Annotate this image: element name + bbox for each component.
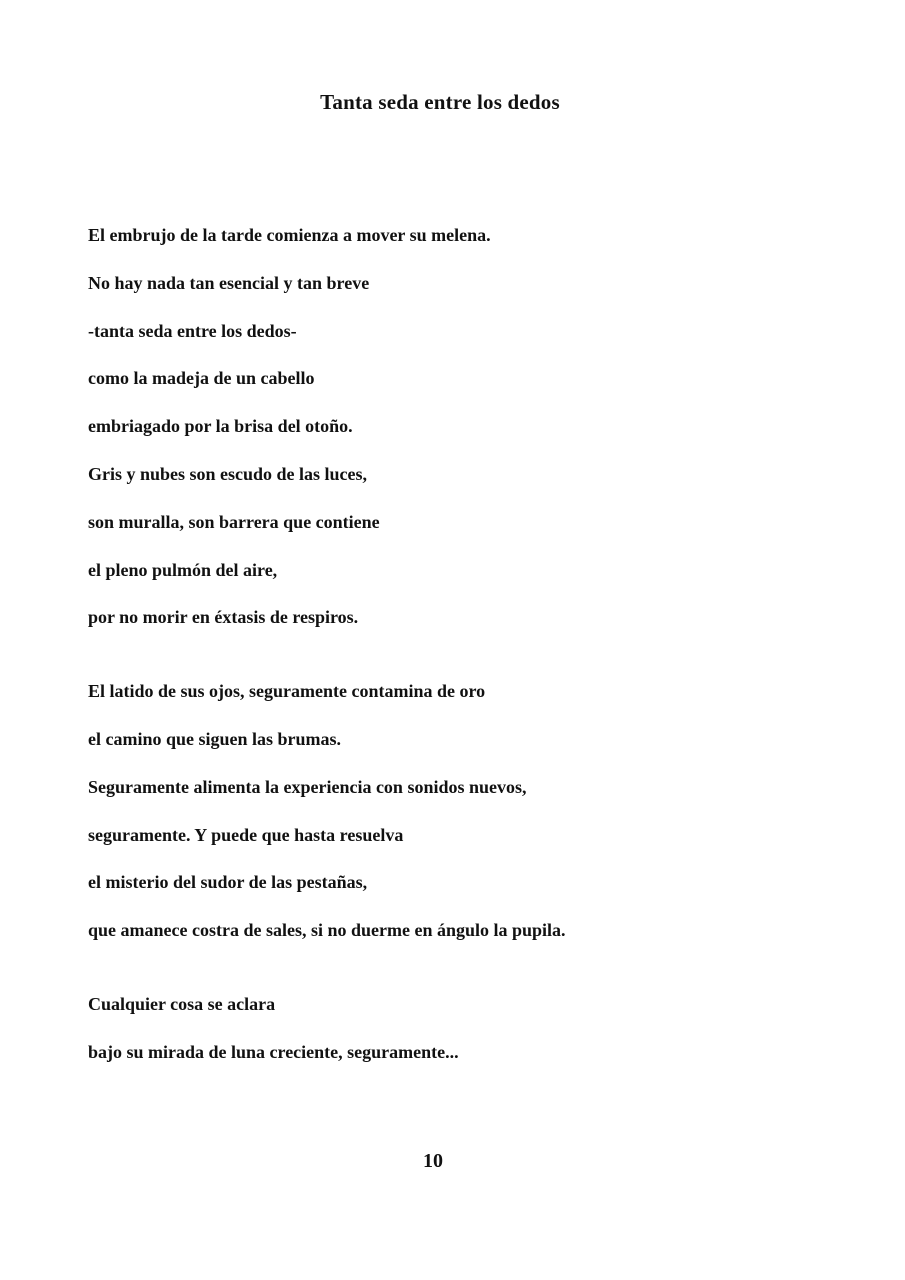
verse-line: bajo su mirada de luna creciente, seguramente... (88, 1041, 459, 1062)
verse-line: son muralla, son barrera que contiene (88, 511, 380, 532)
page-number: 10 (423, 1150, 443, 1172)
verse-line: El latido de sus ojos, seguramente contamina de oro (88, 681, 486, 702)
verse-line: el pleno pulmón del aire, (88, 559, 278, 580)
verse-line: Cualquier cosa se aclara (88, 993, 276, 1014)
verse-line: El embrujo de la tarde comienza a mover su melena. (88, 225, 491, 245)
verse-line: el misterio del sudor de las pestañas, (88, 872, 368, 893)
verse-line: Gris y nubes son escudo de las luces, (88, 463, 368, 484)
verse-line: por no morir en éxtasis de respiros. (88, 607, 359, 628)
verse-line: Seguramente alimenta la experiencia con sonidos nuevos, (88, 776, 527, 797)
verse-line: el camino que siguen las brumas. (88, 728, 342, 749)
verse-line: embriagado por la brisa del otoño. (88, 416, 353, 437)
verse-line: seguramente. Y puede que hasta resuelva (88, 824, 404, 845)
stanza-2 (88, 668, 848, 955)
verse-line: como la madeja de un cabello (88, 368, 315, 389)
stanza-3 (88, 981, 848, 1077)
poem-title: Tanta seda entre los dedos (320, 90, 560, 114)
verse-line: -tanta seda entre los dedos- (88, 320, 297, 341)
stanza-1 (88, 212, 848, 642)
verse-line: que amanece costra de sales, si no duerme en ángulo la pupila. (88, 920, 566, 941)
verse-line: No hay nada tan esencial y tan breve (88, 272, 370, 293)
poem-body (88, 212, 848, 1103)
